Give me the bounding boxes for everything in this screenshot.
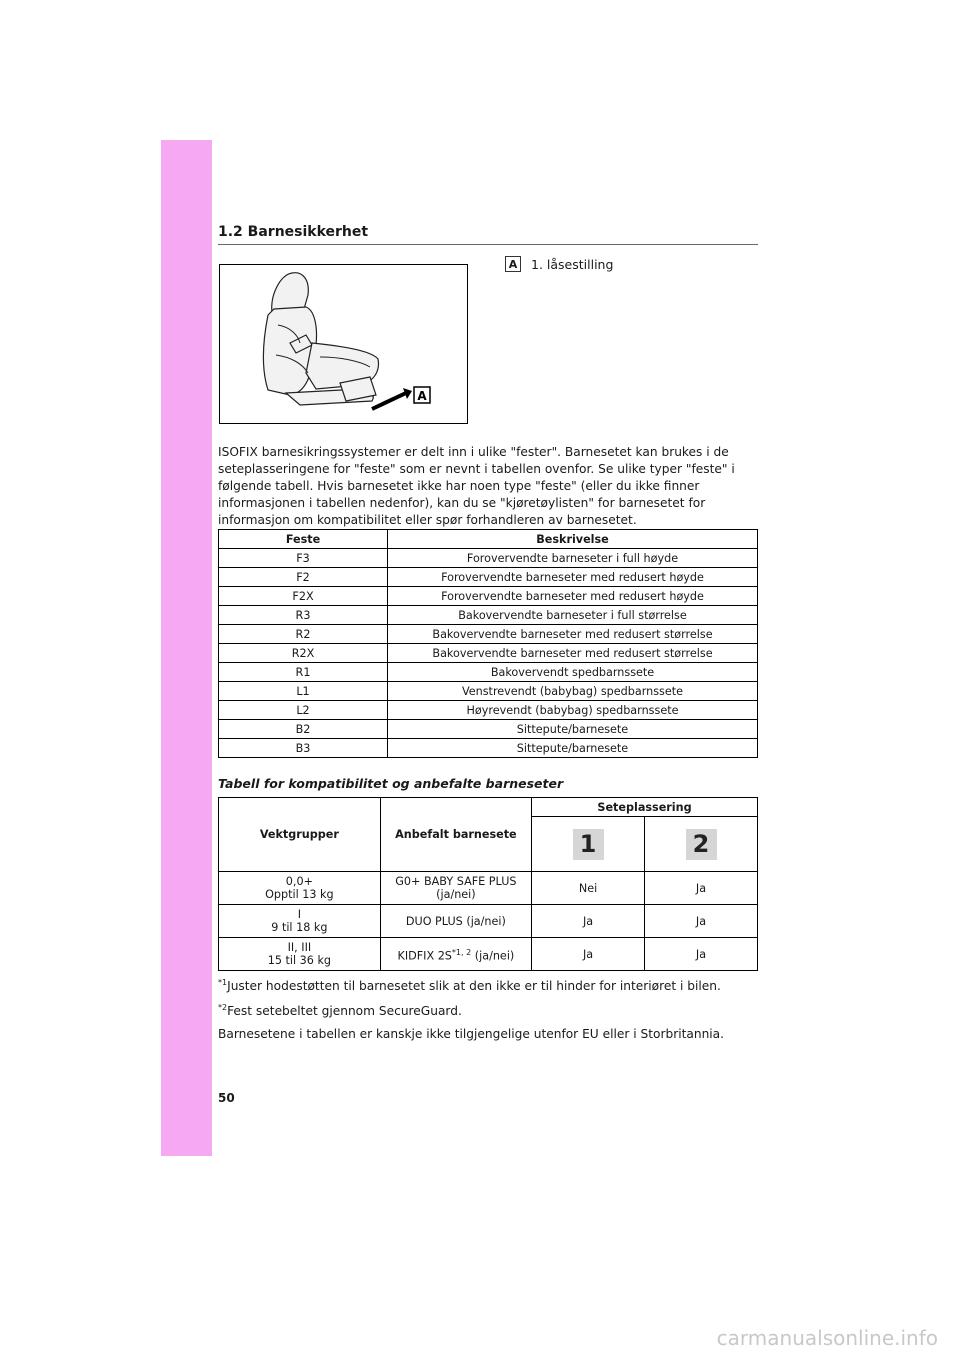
- group-label: 0,0+: [285, 875, 313, 888]
- description-cell: Forovervendte barneseter med redusert høyde: [388, 568, 758, 587]
- watermark: carmanualsonline.info: [716, 1326, 938, 1350]
- table-header-row: [219, 798, 758, 817]
- weight-group-cell: [219, 938, 381, 971]
- feste-cell: R3: [219, 606, 388, 625]
- header-beskrivelse: Beskrivelse: [388, 530, 758, 549]
- footnote-1-text: Juster hodestøtten til barnesetet slik at den ikke er til hinder for interiøret i bilen.: [227, 979, 721, 994]
- description-cell: Bakovervendte barneseter i full størrelse: [388, 606, 758, 625]
- feste-cell: R2X: [219, 644, 388, 663]
- description-cell: Sittepute/barnesete: [388, 739, 758, 758]
- footnote-2-mark: *2: [218, 1003, 228, 1012]
- header-seat-position: Seteplassering: [532, 798, 758, 817]
- footnote-2-text: Fest setebeltet gjennom SecureGuard.: [227, 1004, 462, 1019]
- description-cell: Sittepute/barnesete: [388, 720, 758, 739]
- table-row: [219, 701, 758, 720]
- seat-number-1-icon: 1: [573, 829, 604, 860]
- group-label: I: [297, 908, 302, 921]
- description-cell: Høyrevendt (babybag) spedbarnssete: [388, 701, 758, 720]
- title-divider: [218, 244, 758, 245]
- description-cell: Forovervendte barneseter med redusert høyde: [388, 587, 758, 606]
- header-recommended-seat: Anbefalt barnesete: [380, 798, 531, 872]
- caption-text: 1. låsestilling: [531, 256, 614, 272]
- seat-cell: [380, 872, 531, 905]
- section-title: 1.2 Barnesikkerhet: [218, 224, 369, 240]
- feste-cell: R2: [219, 625, 388, 644]
- footnote-1-mark: *1: [218, 978, 228, 987]
- group-label: II, III: [287, 941, 312, 954]
- feste-cell: L2: [219, 701, 388, 720]
- seat-position-2: [645, 817, 758, 872]
- page-side-tab: [161, 140, 212, 1156]
- position-1-cell: Ja: [532, 905, 645, 938]
- feste-cell: F3: [219, 549, 388, 568]
- seat-position-1: [532, 817, 645, 872]
- seat-cell: [380, 938, 531, 971]
- feste-table: [218, 529, 758, 758]
- table-row: [219, 606, 758, 625]
- table-header-row: [219, 530, 758, 549]
- caption-callout-box: A: [505, 256, 521, 272]
- feste-cell: L1: [219, 682, 388, 701]
- footnote-1: [218, 978, 721, 993]
- feste-cell: F2X: [219, 587, 388, 606]
- car-seat-drawing: [220, 265, 467, 423]
- table-row: [219, 549, 758, 568]
- page-number: 50: [218, 1091, 235, 1105]
- feste-cell: B2: [219, 720, 388, 739]
- table-row: [219, 739, 758, 758]
- position-1-cell: Nei: [532, 872, 645, 905]
- table-row: [219, 938, 758, 971]
- figure-callout-label: A: [417, 389, 427, 403]
- position-1-cell: Ja: [532, 938, 645, 971]
- compat-table: [218, 797, 758, 971]
- seat-cell: DUO PLUS (ja/nei): [380, 905, 531, 938]
- table-row: [219, 663, 758, 682]
- seat-name: G0+ BABY SAFE PLUS: [395, 875, 517, 888]
- seat-number-2-icon: 2: [686, 829, 717, 860]
- table-row: [219, 872, 758, 905]
- table-row: [219, 625, 758, 644]
- position-2-cell: Ja: [645, 905, 758, 938]
- figure-caption: [505, 256, 613, 272]
- weight-range: Opptil 13 kg: [265, 888, 334, 901]
- description-cell: Bakovervendte barneseter med redusert størrelse: [388, 644, 758, 663]
- weight-group-cell: [219, 872, 381, 905]
- table-row: [219, 587, 758, 606]
- header-feste: Feste: [219, 530, 388, 549]
- availability-note: Barnesetene i tabellen er kanskje ikke tilgjengelige utenfor EU eller i Storbritannia.: [218, 1027, 725, 1041]
- footnote-2: [218, 1003, 462, 1018]
- description-cell: Forovervendte barneseter i full høyde: [388, 549, 758, 568]
- feste-cell: B3: [219, 739, 388, 758]
- table-row: [219, 905, 758, 938]
- weight-range: 9 til 18 kg: [271, 921, 328, 934]
- seat-suffix: (ja/nei): [436, 888, 476, 901]
- compat-table-title: Tabell for kompatibilitet og anbefalte barneseter: [218, 776, 564, 791]
- table-row: [219, 644, 758, 663]
- position-2-cell: Ja: [645, 938, 758, 971]
- description-cell: Venstrevendt (babybag) spedbarnssete: [388, 682, 758, 701]
- description-cell: Bakovervendt spedbarnssete: [388, 663, 758, 682]
- feste-cell: F2: [219, 568, 388, 587]
- seat-illustration: [219, 264, 468, 424]
- table-row: [219, 568, 758, 587]
- header-weight-groups: Vektgrupper: [219, 798, 381, 872]
- isofix-paragraph: ISOFIX barnesikringssystemer er delt inn i ulike "fester". Barnesetet kan brukes i de seteplasseringene for "feste" som er nevnt i tabellen ovenfor. Se ulike typer "feste" i følgende tabell. Hvis barnesetet ikke har noen type "feste" (eller du ikke finner informasjonen i tabellen nedenfor), kan du se "kjøretøylisten" for barnesetet for informasjon om kompatibilitet eller spør forhandleren av barnesetet.: [218, 445, 735, 527]
- feste-cell: R1: [219, 663, 388, 682]
- footnote-ref: *1, 2: [451, 947, 472, 957]
- table-row: [219, 720, 758, 739]
- seat-name: KIDFIX 2S: [397, 949, 452, 963]
- description-cell: Bakovervendte barneseter med redusert størrelse: [388, 625, 758, 644]
- position-2-cell: Ja: [645, 872, 758, 905]
- weight-group-cell: [219, 905, 381, 938]
- table-row: [219, 682, 758, 701]
- seat-suffix: (ja/nei): [471, 949, 515, 963]
- weight-range: 15 til 36 kg: [267, 954, 332, 967]
